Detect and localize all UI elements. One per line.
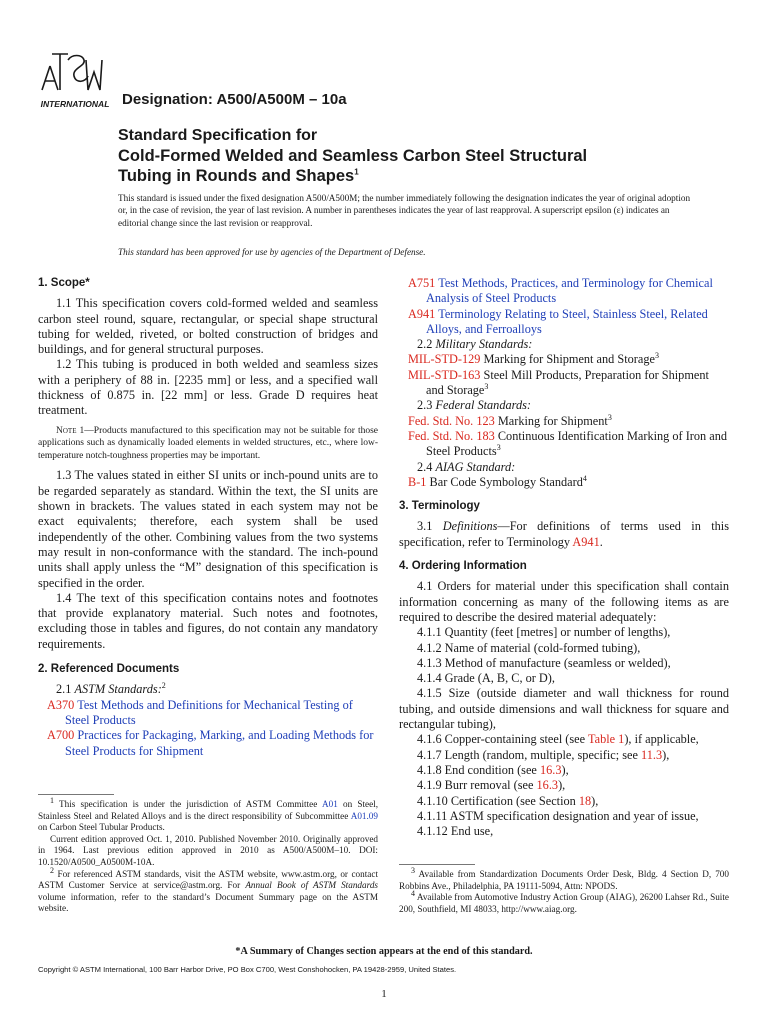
paragraph-1-1: 1.1 This specification covers cold-formed welded and seamless carbon steel round, square, rectangular, or special shape structural tubing for welded, riveted, or bolted construction of bridges and buildings, and for general structural purposes. — [38, 296, 378, 357]
footnote-1-edition: Current edition approved Oct. 1, 2010. Published November 2010. Originally approved in 1964. Last previous edition approved in 2010 as A500/A500M–10. DOI: 10.1520/A0500_A0500M-10A. — [38, 833, 378, 867]
footnote-1: $^1$ This specification is under the jurisdiction of ASTM Committee A01 on Steel, Stainless Steel and Related Alloys and is the direct responsibility of Subcommittee A01.09 on Carbon Steel Tubular Products. — [38, 795, 379, 833]
item-4-1-8: 4.1.8 End condition (see 16.3), — [417, 762, 569, 777]
footnotes-left — [38, 794, 378, 915]
issue-statement: This standard is issued under the fixed designation A500/A500M; the number immediately following the designation indicates the year of original adoption or, in the case of revision, the year of last revision. A number in parentheses indicates the year of last reapproval. A superscript epsilon (ε) indicates an editorial change since the last revision or reapproval. — [118, 193, 691, 228]
section-heading-terminology: 3. Terminology — [399, 500, 480, 513]
link-committee-a01[interactable]: A01 — [321, 799, 338, 809]
aiag-standard-label: 2.4 AIAG Standard: — [417, 459, 516, 474]
title-block — [118, 126, 738, 186]
designation: Designation: A500/A500M – 10a — [122, 91, 347, 108]
federal-standards-label: 2.3 Federal Standards: — [417, 398, 531, 413]
item-4-1-2: 4.1.2 Name of material (cold-formed tubing), — [417, 640, 641, 655]
footnote-rule — [399, 864, 475, 865]
link-mil-std-129[interactable]: MIL-STD-129 — [408, 352, 481, 367]
item-4-1-7: 4.1.7 Length (random, multiple, specific; see 11.3), — [417, 747, 670, 762]
link-11-3[interactable]: 11.3 — [641, 747, 663, 762]
reference-fed-std-123: Fed. Std. No. 123 Marking for Shipment$^3$ — [408, 412, 612, 428]
note-1: Note 1—Products manufactured to this specification may not be suitable for those applications such as dynamically loaded elements in welded structures, etc., where low-temperature notch-toughness properties may be important. — [38, 425, 378, 461]
item-4-1-5: 4.1.5 Size (outside diameter and wall thickness for round tubing, and outside dimensions and wall thickness for square and rectangular tubing), — [399, 686, 729, 732]
section-heading-ordering: 4. Ordering Information — [399, 560, 527, 573]
link-a370[interactable]: A370 — [47, 697, 75, 712]
paragraph-4-1: 4.1 Orders for material under this specification shall contain information concerning as many of the following items as are required to describe the desired material adequately: — [399, 579, 729, 624]
left-column — [38, 276, 378, 759]
section-heading-referenced: 2. Referenced Documents — [38, 663, 180, 676]
item-4-1-10: 4.1.10 Certification (see Section 18), — [417, 793, 599, 808]
item-4-1-4: 4.1.4 Grade (A, B, C, or D), — [417, 671, 555, 686]
reference-a751: A751 Test Methods, Practices, and Terminology for Chemical Analysis of Steel Products — [408, 276, 713, 306]
title-line-3: Tubing in Rounds and Shapes$^1$ — [118, 167, 359, 185]
link-terminology-a941[interactable]: A941 — [572, 534, 600, 549]
item-4-1-1: 4.1.1 Quantity (feet [metres] or number of lengths), — [417, 625, 671, 640]
reference-a700: A700 Practices for Packaging, Marking, and Loading Methods for Steel Products for Shipment — [47, 728, 374, 758]
reference-b1: B-1 Bar Code Symbology Standard$^4$ — [408, 473, 587, 489]
link-a941[interactable]: A941 — [408, 306, 436, 321]
link-section-18[interactable]: 18 — [578, 793, 592, 808]
astm-standards-label: 2.1 ASTM Standards:$^2$ — [56, 681, 166, 697]
right-column — [399, 276, 729, 839]
paragraph-1-3: 1.3 The values stated in either SI units or inch-pound units are to be regarded separately as standard. Within the text, the SI units are shown in brackets. The values stated in each system may not be exact equivalents; therefore, each system shall be used independently of the other. Combining values from the two systems may result in non-conformance with the standard. The inch-pound units shall apply unless the “M” designation of this specification is specified in the order. — [38, 468, 378, 590]
link-a751[interactable]: A751 — [408, 276, 436, 290]
footnotes-right — [399, 864, 729, 915]
footnote-3: $^3$ Available from Standardization Documents Order Desk, Bldg. 4 Section D, 700 Robbins Ave., Philadelphia, PA 19111-5094, Attn: NPODS. — [399, 865, 729, 891]
paragraph-3-1: 3.1 Definitions—For definitions of terms used in this specification, refer to Terminology A941. — [399, 519, 730, 549]
item-4-1-3: 4.1.3 Method of manufacture (seamless or welded), — [417, 655, 671, 670]
link-table-1[interactable]: Table 1 — [587, 732, 625, 747]
link-fed-std-183[interactable]: Fed. Std. No. 183 — [408, 428, 495, 443]
reference-fed-std-183: Fed. Std. No. 183 Continuous Identification Marking of Iron and Steel Products$^3$ — [408, 428, 728, 459]
reference-mil-std-129: MIL-STD-129 Marking for Shipment and Storage$^3$ — [408, 351, 659, 367]
footnote-rule — [38, 794, 114, 795]
link-16-3-burr[interactable]: 16.3 — [536, 778, 559, 793]
page-number: 1 — [381, 988, 387, 1000]
title-line-2: Cold-Formed Welded and Seamless Carbon Steel Structural — [118, 147, 588, 165]
copyright-line: Copyright © ASTM International, 100 Barr Harbor Drive, PO Box C700, West Conshohocken, PA 19428-2959, United States. — [38, 965, 457, 974]
item-4-1-9: 4.1.9 Burr removal (see 16.3), — [417, 778, 566, 793]
section-heading-scope: 1. Scope* — [38, 277, 90, 289]
link-16-3-end[interactable]: 16.3 — [539, 762, 562, 777]
astm-logo — [38, 50, 112, 110]
title-line-1: Standard Specification for — [118, 127, 318, 144]
link-a700[interactable]: A700 — [47, 728, 75, 743]
paragraph-1-4: 1.4 The text of this specification contains notes and footnotes that provide explanatory material. Such notes and footnotes, excluding those in tables and figures, do not contain any mandatory requirements. — [38, 590, 378, 651]
link-fed-std-123[interactable]: Fed. Std. No. 123 — [408, 413, 495, 428]
item-4-1-11: 4.1.11 ASTM specification designation and year of issue, — [417, 808, 699, 823]
reference-mil-std-163: MIL-STD-163 Steel Mill Products, Preparation for Shipment and Storage$^3$ — [408, 367, 709, 398]
logo-text: INTERNATIONAL — [40, 99, 110, 109]
item-4-1-6: 4.1.6 Copper-containing steel (see Table 1), if applicable, — [417, 732, 699, 747]
link-subcommittee-a01-09[interactable]: A01.09 — [350, 810, 378, 821]
dod-statement: This standard has been approved for use by agencies of the Department of Defense. — [118, 247, 426, 257]
footnote-4: $^4$ Available from Automotive Industry Action Group (AIAG), 26200 Lahser Rd., Suite 200, Southfield, MI 48033, http://www.aiag.org. — [399, 889, 729, 914]
summary-of-changes-note: *A Summary of Changes section appears at the end of this standard. — [235, 946, 533, 957]
link-mil-std-163[interactable]: MIL-STD-163 — [408, 367, 481, 382]
item-4-1-12: 4.1.12 End use, — [417, 824, 494, 839]
link-b1[interactable]: B-1 — [408, 474, 427, 489]
military-standards-label: 2.2 Military Standards: — [417, 337, 533, 352]
title-footnote-mark: 1 — [354, 167, 359, 177]
reference-a370: A370 Test Methods and Definitions for Mechanical Testing of Steel Products — [47, 697, 353, 727]
reference-a941: A941 Terminology Relating to Steel, Stainless Steel, Related Alloys, and Ferroalloys — [408, 306, 708, 336]
footnote-2: $^2$ For referenced ASTM standards, visit the ASTM website, www.astm.org, or contact ASTM Customer Service at service@astm.org. For Annual Book of ASTM Standards volume information, refer to the standard’s Document Summary page on the ASTM website. — [38, 865, 379, 914]
paragraph-1-2: 1.2 This tubing is produced in both welded and seamless sizes with a periphery of 88 in. [2235 mm] or less, and a specified wall thickness of 0.875 in. [22 mm] or less. Grade D requires heat treatment. — [38, 357, 378, 418]
